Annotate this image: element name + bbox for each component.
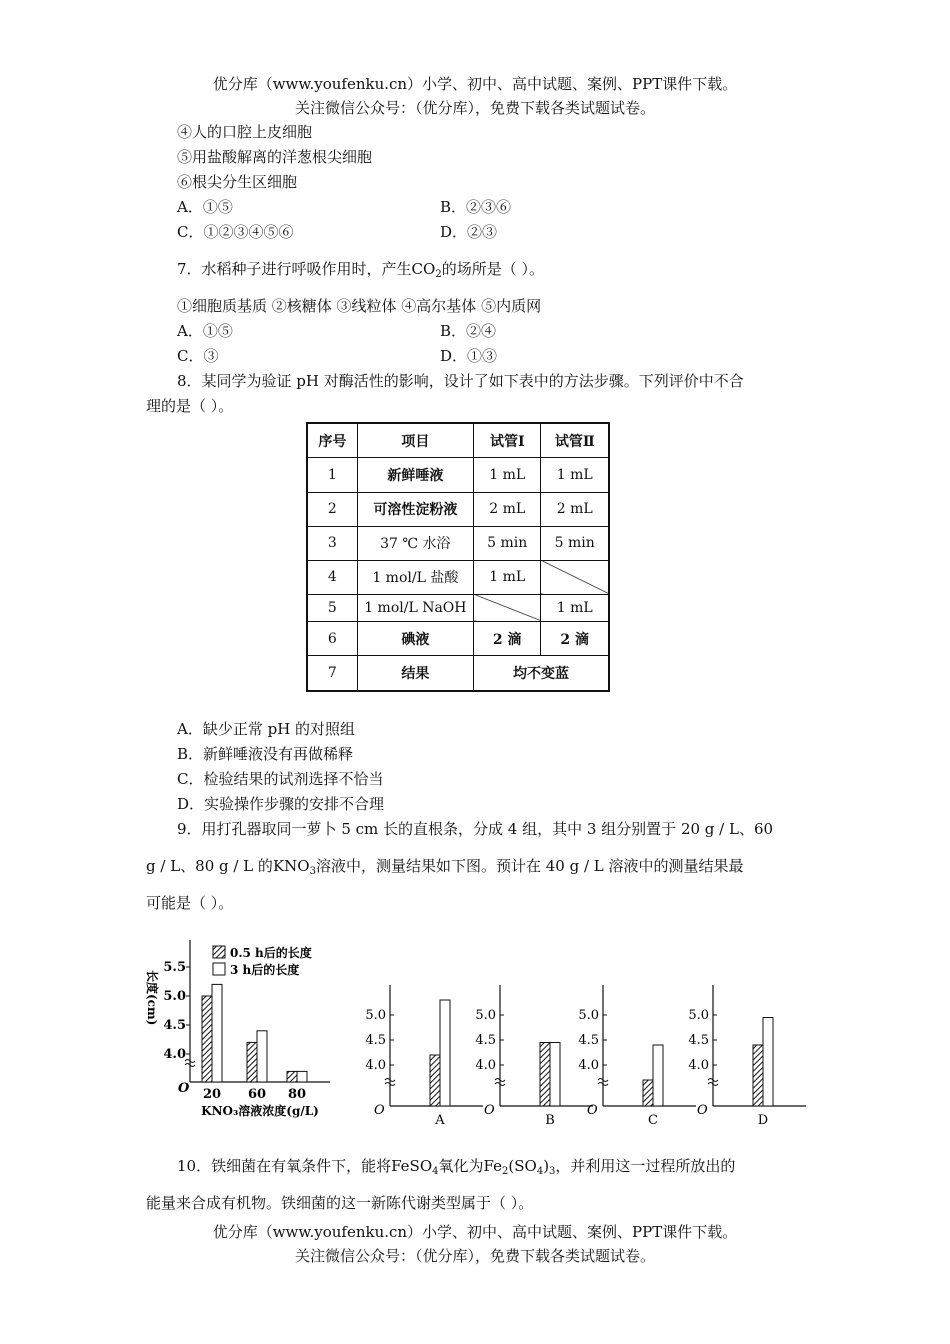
- legend-swatch-0.5h: [213, 946, 225, 958]
- option-y-tick-label: 4.0: [578, 1058, 599, 1073]
- q6-item-5: ⑤用盐酸解离的洋葱根尖细胞: [177, 148, 373, 166]
- option-bar-0.5h: [430, 1055, 440, 1106]
- table-cell: 5 min: [541, 526, 609, 560]
- bar-0.5h: [202, 996, 212, 1082]
- option-label: C: [648, 1113, 658, 1128]
- option-origin-label: O: [587, 1103, 598, 1118]
- q8-option-a[interactable]: A．缺少正常 pH 的对照组: [177, 720, 356, 738]
- q6-option-c[interactable]: C．①②③④⑤⑥: [177, 223, 294, 241]
- q10-stem-1: 10．铁细菌在有氧条件下，能将FeSO$_4$氧化为$Fe_2(SO_4)_3$，并利用这一过程所放出的: [177, 1157, 736, 1177]
- table-cell-diagonal: [474, 594, 541, 622]
- y-tick-label: 4.5: [163, 1018, 186, 1033]
- table-header: 试管Ⅱ: [541, 423, 609, 458]
- option-y-tick-label: 4.0: [475, 1058, 496, 1073]
- option-bar-3h: [550, 1043, 560, 1107]
- table-cell: 1 mol/L 盐酸: [357, 560, 473, 594]
- table-cell: 3: [307, 526, 357, 560]
- option-bar-3h: [653, 1045, 663, 1106]
- bar-3h: [297, 1071, 307, 1082]
- table-cell: 4: [307, 560, 357, 594]
- option-y-tick-label: 5.0: [688, 1008, 709, 1023]
- y-axis-label: 长度(cm): [145, 970, 159, 1026]
- legend-label-0.5h: 0.5 h后的长度: [230, 946, 312, 960]
- table-row: [307, 622, 609, 656]
- q7-stem: 7．水稻种子进行呼吸作用时，产生$CO_2$的场所是（ ）。: [177, 260, 544, 280]
- table-cell: 2 滴: [541, 622, 609, 656]
- option-origin-label: O: [374, 1103, 385, 1118]
- q7-options-line: ①细胞质基质 ②核糖体 ③线粒体 ④高尔基体 ⑤内质网: [177, 297, 542, 315]
- q10-stem-2: 能量来合成有机物。铁细菌的这一新陈代谢类型属于（ ）。: [146, 1194, 534, 1212]
- footer-line-1: 优分库（www.youfenku.cn）小学、初中、高中试题、案例、PPT课件下载。: [212, 1223, 738, 1241]
- footer-line-2: 关注微信公众号：（优分库），免费下载各类试题试卷。: [294, 1247, 655, 1265]
- bar-0.5h: [287, 1071, 297, 1082]
- q7-option-a[interactable]: A．①⑤: [177, 322, 233, 340]
- table-cell: 6: [307, 622, 357, 656]
- table-row: [307, 560, 609, 594]
- q6-item-6: ⑥根尖分生区细胞: [177, 173, 298, 191]
- x-tick-label: 60: [247, 1087, 267, 1102]
- table-cell: 1 mol/L NaOH: [357, 594, 473, 622]
- option-y-tick-label: 5.0: [475, 1008, 496, 1023]
- option-origin-label: O: [484, 1103, 495, 1118]
- option-y-tick-label: 4.5: [365, 1033, 386, 1048]
- table-cell: 37 ℃ 水浴: [357, 526, 473, 560]
- table-cell: 2: [307, 492, 357, 526]
- origin-label: O: [178, 1081, 190, 1096]
- q6-option-a[interactable]: A．①⑤: [177, 198, 233, 216]
- table-row: [307, 492, 609, 526]
- x-axis-label: KNO₃溶液浓度(g/L): [201, 1104, 319, 1118]
- option-label: D: [757, 1113, 769, 1128]
- q9-stem-3: 可能是（ ）。: [146, 894, 234, 912]
- table-row: [307, 458, 609, 492]
- q7-option-c[interactable]: C．③: [177, 347, 219, 365]
- table-row: [307, 656, 609, 691]
- table-row: [307, 526, 609, 560]
- table-cell: 1: [307, 458, 357, 492]
- table-cell: 可溶性淀粉液: [357, 492, 473, 526]
- q8-option-d[interactable]: D．实验操作步骤的安排不合理: [177, 795, 385, 813]
- option-bar-0.5h: [753, 1045, 763, 1106]
- table-header: 序号: [307, 423, 357, 458]
- option-bar-0.5h: [540, 1043, 550, 1107]
- header-line-1: 优分库（www.youfenku.cn）小学、初中、高中试题、案例、PPT课件下载。: [212, 75, 738, 93]
- option-y-tick-label: 5.0: [578, 1008, 599, 1023]
- q7-option-d[interactable]: D．①③: [440, 347, 498, 365]
- option-origin-label: O: [697, 1103, 708, 1118]
- option-y-tick-label: 4.0: [688, 1058, 709, 1073]
- option-label: B: [545, 1113, 555, 1128]
- bar-0.5h: [247, 1042, 257, 1082]
- bar-3h: [257, 1031, 267, 1082]
- table-cell: 5: [307, 594, 357, 622]
- table-cell: 5 min: [474, 526, 541, 560]
- y-tick-label: 4.0: [163, 1047, 186, 1062]
- q6-option-d[interactable]: D．②③: [440, 223, 498, 241]
- option-bar-3h: [763, 1018, 773, 1107]
- table-row: [307, 594, 609, 622]
- option-y-tick-label: 4.5: [475, 1033, 496, 1048]
- q9-stem-2: g / L、80 g / L 的$KNO_3$溶液中，测量结果如下图。预计在 40 g / L 溶液中的测量结果最: [146, 857, 744, 877]
- q6-option-b[interactable]: B．②③⑥: [440, 198, 512, 216]
- q8-stem-2: 理的是（ ）。: [146, 397, 234, 415]
- y-tick-label: 5.0: [163, 989, 186, 1004]
- option-y-tick-label: 4.5: [688, 1033, 709, 1048]
- header-line-2: 关注微信公众号：（优分库），免费下载各类试题试卷。: [294, 99, 655, 117]
- legend-label-3h: 3 h后的长度: [230, 963, 300, 977]
- option-y-tick-label: 4.5: [578, 1033, 599, 1048]
- table-cell: 2 mL: [474, 492, 541, 526]
- table-cell: 1 mL: [541, 594, 609, 622]
- experiment-table: [306, 422, 610, 692]
- table-cell: 1 mL: [474, 560, 541, 594]
- table-header: 试管Ⅰ: [474, 423, 541, 458]
- table-cell: 1 mL: [474, 458, 541, 492]
- table-cell: 碘液: [357, 622, 473, 656]
- option-bar-0.5h: [643, 1080, 653, 1106]
- q8-stem-1: 8．某同学为验证 pH 对酶活性的影响，设计了如下表中的方法步骤。下列评价中不合: [177, 372, 744, 390]
- option-bar-3h: [440, 1000, 450, 1106]
- table-cell: 均不变蓝: [474, 656, 610, 691]
- x-tick-label: 20: [202, 1087, 222, 1102]
- table-cell-diagonal: [541, 560, 609, 594]
- q8-option-c[interactable]: C．检验结果的试剂选择不恰当: [177, 770, 384, 788]
- table-cell: 2 滴: [474, 622, 541, 656]
- table-cell: 结果: [357, 656, 473, 691]
- option-label: A: [435, 1113, 445, 1128]
- q7-option-b[interactable]: B．②④: [440, 322, 497, 340]
- option-y-tick-label: 5.0: [365, 1008, 386, 1023]
- legend-swatch-3h: [213, 963, 225, 975]
- q9-stem-1: 9．用打孔器取同一萝卜 5 cm 长的直根条，分成 4 组，其中 3 组分别置于 20 g / L、60: [177, 820, 774, 838]
- option-y-tick-label: 4.0: [365, 1058, 386, 1073]
- table-cell: 1 mL: [541, 458, 609, 492]
- q9-figure: [0, 930, 950, 1135]
- y-tick-label: 5.5: [163, 960, 186, 975]
- q8-option-b[interactable]: B．新鲜唾液没有再做稀释: [177, 745, 354, 763]
- table-cell: 新鲜唾液: [357, 458, 473, 492]
- x-tick-label: 80: [287, 1087, 307, 1102]
- table-cell: 2 mL: [541, 492, 609, 526]
- q6-item-4: ④人的口腔上皮细胞: [177, 123, 313, 141]
- bar-3h: [212, 984, 222, 1082]
- table-header: 项目: [357, 423, 473, 458]
- table-cell: 7: [307, 656, 357, 691]
